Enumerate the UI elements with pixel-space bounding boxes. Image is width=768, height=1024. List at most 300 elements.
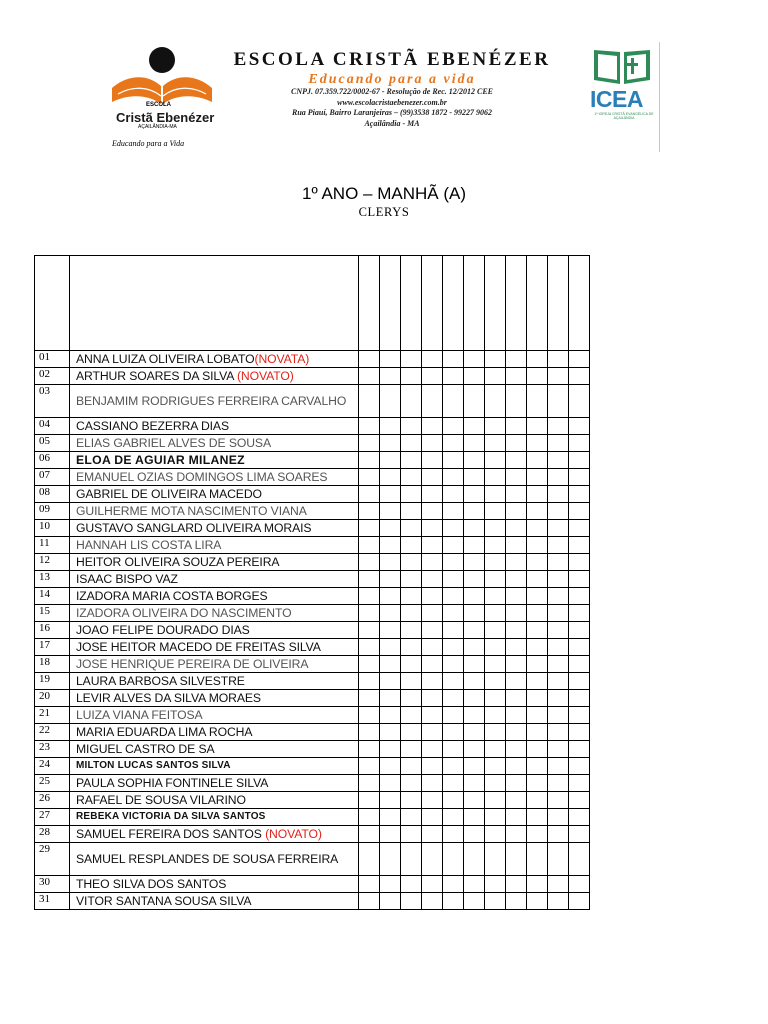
attendance-cell[interactable] <box>422 758 443 775</box>
attendance-cell[interactable] <box>506 469 527 486</box>
attendance-cell[interactable] <box>359 673 380 690</box>
attendance-cell[interactable] <box>464 876 485 893</box>
attendance-cell[interactable] <box>569 385 590 418</box>
attendance-cell[interactable] <box>464 418 485 435</box>
header-date-cell[interactable] <box>401 256 422 351</box>
attendance-cell[interactable] <box>380 876 401 893</box>
attendance-cell[interactable] <box>548 876 569 893</box>
attendance-cell[interactable] <box>401 741 422 758</box>
attendance-cell[interactable] <box>401 826 422 843</box>
attendance-cell[interactable] <box>506 876 527 893</box>
attendance-cell[interactable] <box>569 792 590 809</box>
attendance-cell[interactable] <box>401 724 422 741</box>
attendance-cell[interactable] <box>569 775 590 792</box>
attendance-cell[interactable] <box>569 418 590 435</box>
attendance-cell[interactable] <box>443 351 464 368</box>
attendance-cell[interactable] <box>464 843 485 876</box>
attendance-cell[interactable] <box>464 622 485 639</box>
attendance-cell[interactable] <box>401 809 422 826</box>
attendance-cell[interactable] <box>527 588 548 605</box>
attendance-cell[interactable] <box>464 775 485 792</box>
attendance-cell[interactable] <box>401 758 422 775</box>
header-date-cell[interactable] <box>422 256 443 351</box>
attendance-cell[interactable] <box>422 469 443 486</box>
attendance-cell[interactable] <box>359 520 380 537</box>
attendance-cell[interactable] <box>569 876 590 893</box>
attendance-cell[interactable] <box>443 571 464 588</box>
attendance-cell[interactable] <box>380 520 401 537</box>
attendance-cell[interactable] <box>485 452 506 469</box>
attendance-cell[interactable] <box>464 605 485 622</box>
attendance-cell[interactable] <box>569 707 590 724</box>
header-date-cell[interactable] <box>569 256 590 351</box>
attendance-cell[interactable] <box>443 622 464 639</box>
attendance-cell[interactable] <box>464 452 485 469</box>
attendance-cell[interactable] <box>401 486 422 503</box>
attendance-cell[interactable] <box>569 893 590 910</box>
attendance-cell[interactable] <box>422 486 443 503</box>
attendance-cell[interactable] <box>485 622 506 639</box>
attendance-cell[interactable] <box>422 605 443 622</box>
attendance-cell[interactable] <box>443 876 464 893</box>
attendance-cell[interactable] <box>548 571 569 588</box>
attendance-cell[interactable] <box>527 486 548 503</box>
attendance-cell[interactable] <box>506 368 527 385</box>
attendance-cell[interactable] <box>380 503 401 520</box>
attendance-cell[interactable] <box>380 724 401 741</box>
attendance-cell[interactable] <box>443 418 464 435</box>
attendance-cell[interactable] <box>506 503 527 520</box>
attendance-cell[interactable] <box>359 385 380 418</box>
attendance-cell[interactable] <box>548 639 569 656</box>
attendance-cell[interactable] <box>569 520 590 537</box>
attendance-cell[interactable] <box>506 351 527 368</box>
attendance-cell[interactable] <box>380 571 401 588</box>
attendance-cell[interactable] <box>569 368 590 385</box>
attendance-cell[interactable] <box>422 571 443 588</box>
attendance-cell[interactable] <box>380 486 401 503</box>
attendance-cell[interactable] <box>380 351 401 368</box>
attendance-cell[interactable] <box>527 469 548 486</box>
attendance-cell[interactable] <box>548 775 569 792</box>
attendance-cell[interactable] <box>359 826 380 843</box>
attendance-cell[interactable] <box>569 673 590 690</box>
attendance-cell[interactable] <box>380 775 401 792</box>
attendance-cell[interactable] <box>485 588 506 605</box>
attendance-cell[interactable] <box>443 775 464 792</box>
attendance-cell[interactable] <box>443 588 464 605</box>
attendance-cell[interactable] <box>359 843 380 876</box>
attendance-cell[interactable] <box>359 690 380 707</box>
attendance-cell[interactable] <box>506 792 527 809</box>
attendance-cell[interactable] <box>443 639 464 656</box>
attendance-cell[interactable] <box>485 418 506 435</box>
attendance-cell[interactable] <box>569 469 590 486</box>
attendance-cell[interactable] <box>485 639 506 656</box>
attendance-cell[interactable] <box>359 469 380 486</box>
attendance-cell[interactable] <box>359 792 380 809</box>
attendance-cell[interactable] <box>422 724 443 741</box>
attendance-cell[interactable] <box>443 741 464 758</box>
attendance-cell[interactable] <box>359 893 380 910</box>
attendance-cell[interactable] <box>506 571 527 588</box>
attendance-cell[interactable] <box>380 622 401 639</box>
attendance-cell[interactable] <box>401 775 422 792</box>
attendance-cell[interactable] <box>401 554 422 571</box>
header-date-cell[interactable] <box>443 256 464 351</box>
attendance-cell[interactable] <box>422 351 443 368</box>
attendance-cell[interactable] <box>443 605 464 622</box>
attendance-cell[interactable] <box>548 741 569 758</box>
attendance-cell[interactable] <box>422 520 443 537</box>
attendance-cell[interactable] <box>380 605 401 622</box>
attendance-cell[interactable] <box>527 452 548 469</box>
attendance-cell[interactable] <box>548 385 569 418</box>
attendance-cell[interactable] <box>401 537 422 554</box>
attendance-cell[interactable] <box>569 435 590 452</box>
attendance-cell[interactable] <box>443 503 464 520</box>
attendance-cell[interactable] <box>464 826 485 843</box>
attendance-cell[interactable] <box>464 792 485 809</box>
attendance-cell[interactable] <box>359 368 380 385</box>
attendance-cell[interactable] <box>527 876 548 893</box>
attendance-cell[interactable] <box>401 571 422 588</box>
attendance-cell[interactable] <box>506 639 527 656</box>
attendance-cell[interactable] <box>548 707 569 724</box>
attendance-cell[interactable] <box>401 469 422 486</box>
attendance-cell[interactable] <box>569 622 590 639</box>
header-date-cell[interactable] <box>485 256 506 351</box>
attendance-cell[interactable] <box>569 690 590 707</box>
attendance-cell[interactable] <box>569 639 590 656</box>
attendance-cell[interactable] <box>506 690 527 707</box>
attendance-cell[interactable] <box>485 673 506 690</box>
attendance-cell[interactable] <box>443 486 464 503</box>
attendance-cell[interactable] <box>548 792 569 809</box>
attendance-cell[interactable] <box>380 758 401 775</box>
attendance-cell[interactable] <box>359 707 380 724</box>
attendance-cell[interactable] <box>443 758 464 775</box>
attendance-cell[interactable] <box>422 452 443 469</box>
attendance-cell[interactable] <box>464 707 485 724</box>
attendance-cell[interactable] <box>506 826 527 843</box>
attendance-cell[interactable] <box>569 588 590 605</box>
attendance-cell[interactable] <box>380 469 401 486</box>
attendance-cell[interactable] <box>569 843 590 876</box>
attendance-cell[interactable] <box>527 639 548 656</box>
attendance-cell[interactable] <box>443 452 464 469</box>
attendance-cell[interactable] <box>548 588 569 605</box>
attendance-cell[interactable] <box>359 588 380 605</box>
attendance-cell[interactable] <box>380 792 401 809</box>
attendance-cell[interactable] <box>527 520 548 537</box>
attendance-cell[interactable] <box>464 809 485 826</box>
attendance-cell[interactable] <box>422 656 443 673</box>
attendance-cell[interactable] <box>443 690 464 707</box>
attendance-cell[interactable] <box>443 893 464 910</box>
attendance-cell[interactable] <box>380 656 401 673</box>
attendance-cell[interactable] <box>359 741 380 758</box>
attendance-cell[interactable] <box>485 876 506 893</box>
attendance-cell[interactable] <box>401 435 422 452</box>
attendance-cell[interactable] <box>380 893 401 910</box>
attendance-cell[interactable] <box>359 775 380 792</box>
attendance-cell[interactable] <box>506 452 527 469</box>
attendance-cell[interactable] <box>485 775 506 792</box>
attendance-cell[interactable] <box>506 758 527 775</box>
attendance-cell[interactable] <box>380 826 401 843</box>
attendance-cell[interactable] <box>464 368 485 385</box>
header-date-cell[interactable] <box>548 256 569 351</box>
attendance-cell[interactable] <box>569 486 590 503</box>
attendance-cell[interactable] <box>569 452 590 469</box>
attendance-cell[interactable] <box>548 622 569 639</box>
attendance-cell[interactable] <box>548 537 569 554</box>
attendance-cell[interactable] <box>464 588 485 605</box>
attendance-cell[interactable] <box>422 418 443 435</box>
attendance-cell[interactable] <box>548 656 569 673</box>
attendance-cell[interactable] <box>401 673 422 690</box>
attendance-cell[interactable] <box>422 775 443 792</box>
attendance-cell[interactable] <box>443 554 464 571</box>
attendance-cell[interactable] <box>527 351 548 368</box>
attendance-cell[interactable] <box>569 554 590 571</box>
attendance-cell[interactable] <box>527 843 548 876</box>
attendance-cell[interactable] <box>527 758 548 775</box>
attendance-cell[interactable] <box>359 724 380 741</box>
attendance-cell[interactable] <box>464 724 485 741</box>
attendance-cell[interactable] <box>401 520 422 537</box>
attendance-cell[interactable] <box>443 469 464 486</box>
attendance-cell[interactable] <box>506 775 527 792</box>
attendance-cell[interactable] <box>485 571 506 588</box>
attendance-cell[interactable] <box>548 452 569 469</box>
attendance-cell[interactable] <box>422 826 443 843</box>
attendance-cell[interactable] <box>527 707 548 724</box>
attendance-cell[interactable] <box>506 435 527 452</box>
attendance-cell[interactable] <box>464 893 485 910</box>
attendance-cell[interactable] <box>548 893 569 910</box>
attendance-cell[interactable] <box>527 741 548 758</box>
attendance-cell[interactable] <box>464 537 485 554</box>
attendance-cell[interactable] <box>359 503 380 520</box>
attendance-cell[interactable] <box>422 368 443 385</box>
attendance-cell[interactable] <box>464 486 485 503</box>
attendance-cell[interactable] <box>485 435 506 452</box>
attendance-cell[interactable] <box>527 571 548 588</box>
attendance-cell[interactable] <box>548 368 569 385</box>
attendance-cell[interactable] <box>506 724 527 741</box>
attendance-cell[interactable] <box>485 843 506 876</box>
attendance-cell[interactable] <box>380 554 401 571</box>
attendance-cell[interactable] <box>422 673 443 690</box>
attendance-cell[interactable] <box>527 554 548 571</box>
attendance-cell[interactable] <box>506 673 527 690</box>
attendance-cell[interactable] <box>548 690 569 707</box>
attendance-cell[interactable] <box>548 469 569 486</box>
attendance-cell[interactable] <box>506 486 527 503</box>
attendance-cell[interactable] <box>401 690 422 707</box>
attendance-cell[interactable] <box>527 503 548 520</box>
attendance-cell[interactable] <box>548 724 569 741</box>
attendance-cell[interactable] <box>443 368 464 385</box>
attendance-cell[interactable] <box>485 656 506 673</box>
attendance-cell[interactable] <box>359 571 380 588</box>
attendance-cell[interactable] <box>548 758 569 775</box>
attendance-cell[interactable] <box>464 520 485 537</box>
attendance-cell[interactable] <box>506 809 527 826</box>
attendance-cell[interactable] <box>359 452 380 469</box>
attendance-cell[interactable] <box>569 758 590 775</box>
attendance-cell[interactable] <box>527 656 548 673</box>
attendance-cell[interactable] <box>422 690 443 707</box>
attendance-cell[interactable] <box>569 809 590 826</box>
attendance-cell[interactable] <box>527 368 548 385</box>
attendance-cell[interactable] <box>401 605 422 622</box>
attendance-cell[interactable] <box>443 843 464 876</box>
attendance-cell[interactable] <box>443 537 464 554</box>
attendance-cell[interactable] <box>464 758 485 775</box>
attendance-cell[interactable] <box>464 435 485 452</box>
attendance-cell[interactable] <box>548 351 569 368</box>
attendance-cell[interactable] <box>485 741 506 758</box>
attendance-cell[interactable] <box>464 351 485 368</box>
attendance-cell[interactable] <box>443 809 464 826</box>
attendance-cell[interactable] <box>443 707 464 724</box>
attendance-cell[interactable] <box>485 690 506 707</box>
attendance-cell[interactable] <box>569 724 590 741</box>
attendance-cell[interactable] <box>548 673 569 690</box>
attendance-cell[interactable] <box>506 741 527 758</box>
attendance-cell[interactable] <box>422 639 443 656</box>
attendance-cell[interactable] <box>422 622 443 639</box>
attendance-cell[interactable] <box>569 826 590 843</box>
attendance-cell[interactable] <box>485 893 506 910</box>
attendance-cell[interactable] <box>380 741 401 758</box>
attendance-cell[interactable] <box>380 537 401 554</box>
attendance-cell[interactable] <box>485 605 506 622</box>
attendance-cell[interactable] <box>485 826 506 843</box>
attendance-cell[interactable] <box>401 792 422 809</box>
attendance-cell[interactable] <box>485 351 506 368</box>
attendance-cell[interactable] <box>506 520 527 537</box>
attendance-cell[interactable] <box>548 554 569 571</box>
attendance-cell[interactable] <box>401 418 422 435</box>
attendance-cell[interactable] <box>527 418 548 435</box>
attendance-cell[interactable] <box>485 520 506 537</box>
attendance-cell[interactable] <box>506 605 527 622</box>
attendance-cell[interactable] <box>401 656 422 673</box>
attendance-cell[interactable] <box>527 435 548 452</box>
attendance-cell[interactable] <box>380 418 401 435</box>
attendance-cell[interactable] <box>485 503 506 520</box>
attendance-cell[interactable] <box>464 690 485 707</box>
attendance-cell[interactable] <box>527 690 548 707</box>
attendance-cell[interactable] <box>401 622 422 639</box>
attendance-cell[interactable] <box>485 368 506 385</box>
attendance-cell[interactable] <box>359 876 380 893</box>
attendance-cell[interactable] <box>380 368 401 385</box>
attendance-cell[interactable] <box>506 656 527 673</box>
attendance-cell[interactable] <box>401 876 422 893</box>
attendance-cell[interactable] <box>422 876 443 893</box>
attendance-cell[interactable] <box>506 385 527 418</box>
attendance-cell[interactable] <box>548 503 569 520</box>
attendance-cell[interactable] <box>569 351 590 368</box>
attendance-cell[interactable] <box>443 435 464 452</box>
attendance-cell[interactable] <box>359 639 380 656</box>
attendance-cell[interactable] <box>443 724 464 741</box>
attendance-cell[interactable] <box>485 758 506 775</box>
attendance-cell[interactable] <box>506 588 527 605</box>
attendance-cell[interactable] <box>464 673 485 690</box>
attendance-cell[interactable] <box>443 656 464 673</box>
attendance-cell[interactable] <box>359 486 380 503</box>
attendance-cell[interactable] <box>464 503 485 520</box>
attendance-cell[interactable] <box>443 520 464 537</box>
attendance-cell[interactable] <box>527 826 548 843</box>
attendance-cell[interactable] <box>401 639 422 656</box>
attendance-cell[interactable] <box>359 537 380 554</box>
attendance-cell[interactable] <box>527 792 548 809</box>
attendance-cell[interactable] <box>527 673 548 690</box>
attendance-cell[interactable] <box>485 486 506 503</box>
header-date-cell[interactable] <box>380 256 401 351</box>
attendance-cell[interactable] <box>485 554 506 571</box>
attendance-cell[interactable] <box>548 435 569 452</box>
attendance-cell[interactable] <box>548 520 569 537</box>
attendance-cell[interactable] <box>464 469 485 486</box>
attendance-cell[interactable] <box>527 775 548 792</box>
attendance-cell[interactable] <box>359 622 380 639</box>
header-date-cell[interactable] <box>359 256 380 351</box>
attendance-cell[interactable] <box>359 605 380 622</box>
attendance-cell[interactable] <box>506 554 527 571</box>
attendance-cell[interactable] <box>548 486 569 503</box>
attendance-cell[interactable] <box>422 435 443 452</box>
attendance-cell[interactable] <box>401 503 422 520</box>
attendance-cell[interactable] <box>422 809 443 826</box>
attendance-cell[interactable] <box>527 809 548 826</box>
attendance-cell[interactable] <box>401 351 422 368</box>
attendance-cell[interactable] <box>464 741 485 758</box>
attendance-cell[interactable] <box>422 741 443 758</box>
attendance-cell[interactable] <box>548 418 569 435</box>
attendance-cell[interactable] <box>401 452 422 469</box>
attendance-cell[interactable] <box>443 385 464 418</box>
attendance-cell[interactable] <box>401 893 422 910</box>
attendance-cell[interactable] <box>359 435 380 452</box>
attendance-cell[interactable] <box>506 537 527 554</box>
attendance-cell[interactable] <box>464 639 485 656</box>
attendance-cell[interactable] <box>506 418 527 435</box>
attendance-cell[interactable] <box>401 707 422 724</box>
attendance-cell[interactable] <box>359 809 380 826</box>
attendance-cell[interactable] <box>422 537 443 554</box>
attendance-cell[interactable] <box>380 435 401 452</box>
attendance-cell[interactable] <box>422 843 443 876</box>
attendance-cell[interactable] <box>359 656 380 673</box>
attendance-cell[interactable] <box>359 554 380 571</box>
attendance-cell[interactable] <box>443 673 464 690</box>
attendance-cell[interactable] <box>506 893 527 910</box>
attendance-cell[interactable] <box>464 571 485 588</box>
attendance-cell[interactable] <box>422 792 443 809</box>
attendance-cell[interactable] <box>359 418 380 435</box>
attendance-cell[interactable] <box>527 893 548 910</box>
attendance-cell[interactable] <box>464 554 485 571</box>
attendance-cell[interactable] <box>422 893 443 910</box>
